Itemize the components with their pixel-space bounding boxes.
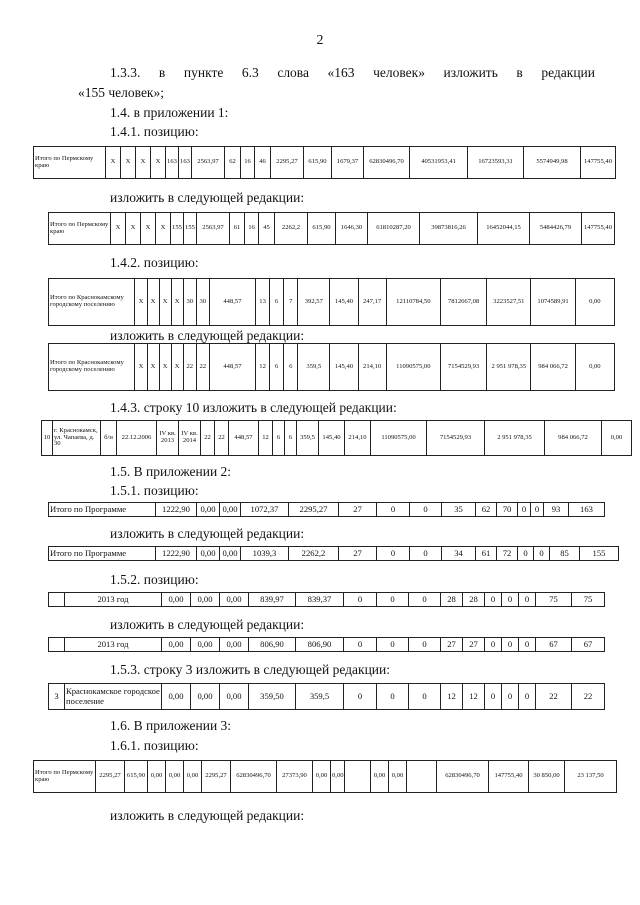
table-cell: 28 <box>441 593 463 607</box>
table-cell: 147755,40 <box>582 213 615 245</box>
table-cell: 0,00 <box>191 684 220 710</box>
table-cell: 0 <box>344 638 377 652</box>
table-cell: 0 <box>502 593 519 607</box>
paragraph-1-5: 1.5. В приложении 2: <box>110 464 232 479</box>
table-cell: 34 <box>442 547 476 561</box>
table-cell: 155 <box>184 213 197 245</box>
table-row <box>49 213 615 245</box>
table-cell: X <box>121 147 136 179</box>
table-cell: 72 <box>497 547 518 561</box>
table-cell: 359,5 <box>297 421 319 456</box>
table-cell: 615,90 <box>125 761 148 793</box>
table-row <box>49 344 615 391</box>
table-cell: 62830496,70 <box>364 147 410 179</box>
table-1-4-3-row-10 <box>41 420 632 456</box>
table-cell: 0,00 <box>162 684 191 710</box>
table-cell: 62 <box>476 503 497 517</box>
table-cell: X <box>159 344 171 391</box>
paragraph-1-6-1: 1.6.1. позицию: <box>110 738 199 753</box>
table-cell: 0 <box>519 593 536 607</box>
table-cell: 61 <box>230 213 245 245</box>
table-cell: 27 <box>441 638 463 652</box>
table-cell: 11090575,00 <box>371 421 427 456</box>
table-1-6-1-original <box>33 760 617 793</box>
table-cell: 0 <box>518 503 531 517</box>
table-cell: 2295,27 <box>271 147 304 179</box>
table-cell: 61810287,20 <box>368 213 420 245</box>
table-row <box>49 638 605 652</box>
table-cell: X <box>135 279 147 326</box>
table-cell <box>345 761 371 793</box>
table-cell: Итого по Программе <box>49 547 156 561</box>
table-cell: 0 <box>377 503 410 517</box>
table-cell: X <box>135 344 147 391</box>
table-cell: 163 <box>179 147 192 179</box>
paragraph-1-5-2: 1.5.2. позицию: <box>110 572 199 587</box>
table-cell: 62 <box>225 147 241 179</box>
table-cell: 22 <box>201 421 215 456</box>
table-cell: 16723593,31 <box>468 147 524 179</box>
table-cell: Итого по Программе <box>49 503 156 517</box>
table-cell: X <box>171 344 183 391</box>
table-cell: 0,00 <box>162 593 191 607</box>
table-row <box>34 147 616 179</box>
table-cell: 0 <box>344 593 377 607</box>
paragraph-1-5-3: 1.5.3. строку 3 изложить в следующей редакции: <box>110 662 391 677</box>
table-cell: 0,00 <box>220 547 241 561</box>
table-row <box>49 684 605 710</box>
table-cell: 0,00 <box>191 593 220 607</box>
table-cell: 61 <box>476 547 497 561</box>
table-row <box>49 593 605 607</box>
table-cell: 22 <box>183 344 196 391</box>
table-cell: 145,40 <box>330 279 358 326</box>
table-cell: 163 <box>569 503 605 517</box>
table-cell: 6 <box>285 421 297 456</box>
table-row <box>34 761 617 793</box>
table-cell: 247,17 <box>358 279 386 326</box>
table-cell: 214,10 <box>358 344 386 391</box>
table-cell: IV кв. 2014 <box>179 421 201 456</box>
table-cell: 0 <box>518 547 534 561</box>
table-cell: 1646,30 <box>336 213 368 245</box>
table-cell: 0 <box>519 684 536 710</box>
table-cell: 147755,40 <box>489 761 529 793</box>
table-cell: 145,40 <box>330 344 358 391</box>
table-cell: 2013 год <box>65 593 162 607</box>
page-number: 2 <box>316 33 324 48</box>
table-cell: 27 <box>339 547 377 561</box>
table-cell: 5484426,79 <box>530 213 582 245</box>
table-cell: 27 <box>463 638 485 652</box>
table-cell: 2 951 978,35 <box>485 421 545 456</box>
table-cell: 0,00 <box>197 503 220 517</box>
table-cell: 0,00 <box>148 761 166 793</box>
table-cell: 67 <box>536 638 572 652</box>
table-1-5-2-new <box>48 637 605 652</box>
table-cell: 0 <box>534 547 550 561</box>
table-cell: X <box>106 147 121 179</box>
table-cell: 984 066,72 <box>531 344 575 391</box>
table-cell: 0 <box>409 593 441 607</box>
table-cell: 2262,2 <box>275 213 308 245</box>
table-cell: 839,37 <box>296 593 344 607</box>
table-cell: 2295,27 <box>96 761 125 793</box>
paragraph-replace-4: изложить в следующей редакции: <box>110 617 305 632</box>
table-cell: 6 <box>270 344 284 391</box>
table-cell: 75 <box>572 593 605 607</box>
table-cell: X <box>147 279 159 326</box>
table-cell: 3 <box>49 684 65 710</box>
table-cell: 30 <box>183 279 196 326</box>
table-1-5-1-original <box>48 502 605 517</box>
table-cell: 6 <box>270 279 284 326</box>
table-row <box>49 279 615 326</box>
table-cell: 0 <box>485 593 502 607</box>
table-cell: 0 <box>502 684 519 710</box>
table-cell: 62830496,70 <box>231 761 277 793</box>
table-cell: Итого по Краснокамскому городскому поселению <box>49 344 135 391</box>
table-cell: 0,00 <box>575 279 614 326</box>
table-cell <box>407 761 437 793</box>
table-cell: Итого по Пермскому краю <box>34 147 106 179</box>
table-cell: X <box>111 213 126 245</box>
table-cell: 16 <box>245 213 259 245</box>
table-cell: 30 850,00 <box>529 761 565 793</box>
table-cell: 2295,27 <box>289 503 339 517</box>
table-cell: 0 <box>410 503 442 517</box>
table-cell: 615,90 <box>308 213 336 245</box>
table-cell <box>49 638 65 652</box>
table-cell: 147755,40 <box>581 147 616 179</box>
table-cell: 0 <box>531 503 544 517</box>
table-cell: X <box>171 279 183 326</box>
table-cell: 0 <box>377 593 409 607</box>
paragraph-1-4: 1.4. в приложении 1: <box>110 105 229 120</box>
table-cell: 16 <box>241 147 255 179</box>
table-cell: 75 <box>536 593 572 607</box>
table-cell: IV кв. 2013 <box>157 421 179 456</box>
table-cell: 615,90 <box>304 147 332 179</box>
table-cell: 35 <box>442 503 476 517</box>
table-cell: 0,00 <box>313 761 331 793</box>
table-cell: 1222,90 <box>156 547 197 561</box>
table-cell: 2295,27 <box>202 761 231 793</box>
table-cell: 0 <box>519 638 536 652</box>
paragraph-1-3-3-continuation: «155 человек»; <box>78 85 164 100</box>
table-cell: 6 <box>273 421 285 456</box>
table-cell: 12110784,50 <box>386 279 440 326</box>
table-cell: 0,00 <box>162 638 191 652</box>
paragraph-replace-5: изложить в следующей редакции: <box>110 808 305 823</box>
table-cell: X <box>156 213 171 245</box>
table-cell: Итого по Пермскому краю <box>49 213 111 245</box>
table-cell: Итого по Краснокамскому городскому поселению <box>49 279 135 326</box>
table-cell: 0 <box>409 638 441 652</box>
table-cell: 3223527,51 <box>487 279 531 326</box>
table-cell: 984 066,72 <box>545 421 602 456</box>
table-1-4-2-original <box>48 278 615 326</box>
table-cell: 839,97 <box>249 593 296 607</box>
table-cell: 22 <box>572 684 605 710</box>
table-cell: 0,00 <box>371 761 389 793</box>
table-cell: 39873816,26 <box>420 213 478 245</box>
table-cell: 0 <box>485 684 502 710</box>
table-cell: 93 <box>544 503 569 517</box>
table-1-4-1-new <box>48 212 615 245</box>
table-cell: 11090575,00 <box>386 344 440 391</box>
table-cell <box>49 593 65 607</box>
table-row <box>49 503 605 517</box>
table-cell: 0 <box>485 638 502 652</box>
table-cell: 7812667,08 <box>440 279 486 326</box>
table-cell: 163 <box>166 147 179 179</box>
table-cell: 155 <box>580 547 619 561</box>
table-cell: 46 <box>255 147 271 179</box>
table-row <box>42 421 632 456</box>
table-cell: 16452044,15 <box>478 213 530 245</box>
table-cell: 0,00 <box>220 684 249 710</box>
table-cell: 0,00 <box>575 344 614 391</box>
table-cell: 0 <box>377 547 410 561</box>
table-cell: 5574949,98 <box>524 147 581 179</box>
table-1-4-2-new <box>48 343 615 391</box>
table-cell: 12 <box>441 684 463 710</box>
table-cell: 45 <box>259 213 275 245</box>
paragraph-replace-2: изложить в следующей редакции: <box>110 328 305 343</box>
table-cell: 27373,90 <box>277 761 313 793</box>
table-cell: 7154529,93 <box>440 344 486 391</box>
table-cell: 392,57 <box>298 279 330 326</box>
table-cell: 22 <box>196 344 209 391</box>
table-cell: 806,90 <box>296 638 344 652</box>
table-1-5-1-new <box>48 546 619 561</box>
table-cell: 10 <box>42 421 53 456</box>
table-cell: 0 <box>344 684 377 710</box>
table-cell: 2013 год <box>65 638 162 652</box>
table-cell: б/н <box>101 421 117 456</box>
table-cell: 6 <box>284 344 298 391</box>
table-cell: 0,00 <box>191 638 220 652</box>
table-cell: 12 <box>256 344 270 391</box>
table-cell: 2262,2 <box>289 547 339 561</box>
table-cell: 448,57 <box>209 279 255 326</box>
table-cell: 0,00 <box>184 761 202 793</box>
table-cell: X <box>159 279 171 326</box>
table-cell: 28 <box>463 593 485 607</box>
table-cell: г. Краснокамск, ул. Чапаева, д. 30 <box>53 421 101 456</box>
table-cell: 448,57 <box>229 421 259 456</box>
table-cell: 0,00 <box>389 761 407 793</box>
table-cell: 145,40 <box>319 421 345 456</box>
paragraph-replace-3: изложить в следующей редакции: <box>110 526 305 541</box>
table-cell: 23 137,50 <box>565 761 617 793</box>
table-cell: 0 <box>502 638 519 652</box>
table-cell: 67 <box>572 638 605 652</box>
table-cell: 7 <box>284 279 298 326</box>
table-cell: 40531953,41 <box>410 147 468 179</box>
table-cell: 2563,97 <box>192 147 225 179</box>
table-cell: X <box>147 344 159 391</box>
table-cell: 359,5 <box>296 684 344 710</box>
table-cell: 2 951 978,35 <box>487 344 531 391</box>
table-cell: 22 <box>536 684 572 710</box>
table-cell: 22 <box>215 421 229 456</box>
table-cell: 0 <box>377 684 409 710</box>
table-cell: 30 <box>196 279 209 326</box>
table-cell: 359,5 <box>298 344 330 391</box>
table-cell: 7154529,93 <box>427 421 485 456</box>
table-cell: 2563,97 <box>197 213 230 245</box>
table-1-5-3-row-3 <box>48 683 605 710</box>
table-cell: 12 <box>463 684 485 710</box>
table-cell: 0 <box>377 638 409 652</box>
table-cell: 0 <box>409 684 441 710</box>
paragraph-1-4-3: 1.4.3. строку 10 изложить в следующей редакции: <box>110 400 397 415</box>
table-row <box>49 547 619 561</box>
table-cell: Краснокамское городское поселение <box>65 684 162 710</box>
table-cell: 0,00 <box>602 421 632 456</box>
table-cell: 0,00 <box>220 638 249 652</box>
table-cell: 0,00 <box>220 503 241 517</box>
table-cell: X <box>136 147 151 179</box>
table-cell: 22.12.2006 <box>117 421 157 456</box>
table-cell: 1072,37 <box>241 503 289 517</box>
table-cell: X <box>141 213 156 245</box>
paragraph-replace-1: изложить в следующей редакции: <box>110 190 305 205</box>
table-cell: Итого по Пермскому краю <box>34 761 96 793</box>
table-cell: 1039,3 <box>241 547 289 561</box>
table-cell: 27 <box>339 503 377 517</box>
table-cell: 806,90 <box>249 638 296 652</box>
table-cell: 85 <box>550 547 580 561</box>
paragraph-1-5-1: 1.5.1. позицию: <box>110 483 199 498</box>
paragraph-1-4-1: 1.4.1. позицию: <box>110 124 199 139</box>
table-cell: 12 <box>259 421 273 456</box>
table-cell: 62830496,70 <box>437 761 489 793</box>
table-cell: X <box>151 147 166 179</box>
table-1-5-2-original <box>48 592 605 607</box>
table-cell: 1074589,91 <box>531 279 575 326</box>
table-cell: 13 <box>256 279 270 326</box>
paragraph-1-4-2: 1.4.2. позицию: <box>110 255 199 270</box>
table-1-4-1-original <box>33 146 616 179</box>
table-cell: 214,10 <box>345 421 371 456</box>
table-cell: 1222,90 <box>156 503 197 517</box>
table-cell: 359,50 <box>249 684 296 710</box>
paragraph-1-3-3: 1.3.3. в пункте 6.3 слова «163 человек» изложить в редакции <box>110 65 595 80</box>
table-cell: 1679,37 <box>332 147 364 179</box>
table-cell: 70 <box>497 503 518 517</box>
table-cell: 0,00 <box>331 761 345 793</box>
table-cell: X <box>126 213 141 245</box>
paragraph-1-6: 1.6. В приложении 3: <box>110 718 232 733</box>
table-cell: 448,57 <box>209 344 255 391</box>
table-cell: 0,00 <box>220 593 249 607</box>
table-cell: 155 <box>171 213 184 245</box>
table-cell: 0,00 <box>197 547 220 561</box>
table-cell: 0 <box>410 547 442 561</box>
table-cell: 0,00 <box>166 761 184 793</box>
